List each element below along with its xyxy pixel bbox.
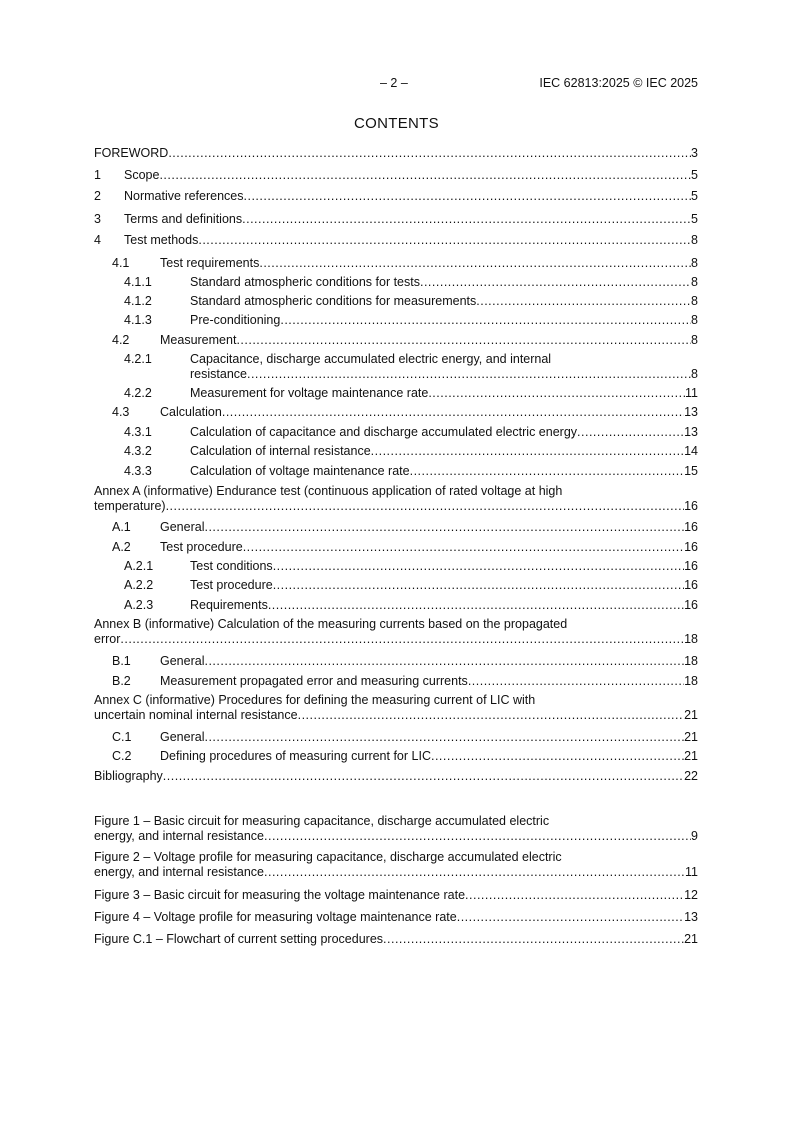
entry-page-number: 21 <box>684 730 698 744</box>
dot-leader <box>273 578 684 593</box>
toc-entry-number: B.1 <box>112 654 131 668</box>
entry-label: Bibliography <box>94 769 163 783</box>
entry-label: resistance <box>190 367 247 381</box>
entry-label: Defining procedures of measuring current for LIC <box>160 749 431 763</box>
entry-label-first-line: Annex B (informative) Calculation of the measuring currents based on the propagated <box>94 617 568 631</box>
entry-label-first-line: Figure 1 – Basic circuit for measuring capacitance, discharge accumulated electric <box>94 814 550 828</box>
entry-label: Standard atmospheric conditions for measurements <box>190 294 477 308</box>
toc-entry-number: 4.1 <box>112 256 130 270</box>
toc-entry-number: 4.2.2 <box>124 386 152 400</box>
entry-label: Calculation of voltage maintenance rate <box>190 464 410 478</box>
entry-label: General <box>160 654 205 668</box>
entry-page-number: 12 <box>684 888 698 902</box>
toc-entry-number: A.2.2 <box>124 578 154 592</box>
entry-label: uncertain nominal internal resistance <box>94 708 298 722</box>
entry-page-number: 5 <box>691 189 698 203</box>
entry-label-first-line: Figure 2 – Voltage profile for measuring capacitance, discharge accumulated electric <box>94 850 562 864</box>
toc-entry-number: 4.2.1 <box>124 352 152 366</box>
entry-page-number: 8 <box>691 294 698 308</box>
entry-page-number: 5 <box>691 212 698 226</box>
dot-leader <box>468 674 684 689</box>
entry-label: Measurement <box>160 333 237 347</box>
dot-leader <box>476 294 691 309</box>
entry-page-number: 5 <box>691 168 698 182</box>
toc-entry-number: 4.3.3 <box>124 464 152 478</box>
entry-page-number: 16 <box>684 499 698 513</box>
dot-leader <box>457 910 684 925</box>
toc-entry[interactable] <box>94 693 698 722</box>
dot-leader <box>428 386 685 401</box>
entry-page-number: 8 <box>691 367 698 381</box>
dot-leader <box>259 256 691 271</box>
entry-page-number: 3 <box>691 146 698 160</box>
entry-label: Calculation <box>160 405 222 419</box>
entry-page-number: 16 <box>684 598 698 612</box>
entry-page-number: 8 <box>691 333 698 347</box>
entry-label: Test procedure <box>160 540 243 554</box>
entry-page-number: 9 <box>691 829 698 843</box>
dot-leader <box>120 632 684 647</box>
toc-entry[interactable] <box>94 484 698 513</box>
entry-page-number: 15 <box>684 464 698 478</box>
dot-leader <box>273 559 684 574</box>
dot-leader <box>159 168 691 183</box>
toc-entry-number: 4.3.2 <box>124 444 152 458</box>
dot-leader <box>383 932 684 947</box>
entry-label: Scope <box>124 168 160 182</box>
dot-leader <box>264 865 685 880</box>
entry-label: Test conditions <box>190 559 273 573</box>
dot-leader <box>431 749 684 764</box>
page-number: – 2 – <box>380 76 408 90</box>
entry-label-first-line: Annex C (informative) Procedures for defining the measuring current of LIC with <box>94 693 536 707</box>
toc-entry[interactable] <box>94 617 698 646</box>
entry-label-first-line: Capacitance, discharge accumulated electric energy, and internal <box>190 352 552 366</box>
entry-label: Calculation of internal resistance <box>190 444 371 458</box>
dot-leader <box>577 425 684 440</box>
entry-page-number: 8 <box>691 313 698 327</box>
toc-entry-number: 1 <box>94 168 101 182</box>
entry-page-number: 13 <box>684 405 698 419</box>
dot-leader <box>236 333 691 348</box>
entry-label: General <box>160 730 205 744</box>
entry-label: energy, and internal resistance <box>94 865 265 879</box>
entry-label: FOREWORD <box>94 146 169 160</box>
dot-leader <box>198 233 691 248</box>
dot-leader <box>268 598 684 613</box>
dot-leader <box>244 189 692 204</box>
toc-entry-number: B.2 <box>112 674 131 688</box>
entry-label: error <box>94 632 121 646</box>
dot-leader <box>204 520 684 535</box>
entry-label: Figure C.1 – Flowchart of current setting procedures <box>94 932 384 946</box>
entry-label: Requirements <box>190 598 268 612</box>
entry-label: Standard atmospheric conditions for tests <box>190 275 420 289</box>
dot-leader <box>410 464 685 479</box>
toc-entry-number: A.2.1 <box>124 559 154 573</box>
entry-label: Measurement for voltage maintenance rate <box>190 386 429 400</box>
entry-page-number: 18 <box>684 654 698 668</box>
entry-page-number: 8 <box>691 275 698 289</box>
entry-page-number: 18 <box>684 674 698 688</box>
entry-page-number: 14 <box>684 444 698 458</box>
toc-entry[interactable] <box>94 352 698 381</box>
toc-entry-number: A.1 <box>112 520 131 534</box>
entry-page-number: 18 <box>684 632 698 646</box>
dot-leader <box>204 654 684 669</box>
dot-leader <box>247 367 691 382</box>
dot-leader <box>242 212 691 227</box>
entry-label: temperature) <box>94 499 166 513</box>
entry-page-number: 21 <box>684 749 698 763</box>
dot-leader <box>166 499 685 514</box>
dot-leader <box>264 829 691 844</box>
entry-label: Test procedure <box>190 578 273 592</box>
entry-label: Pre-conditioning <box>190 313 281 327</box>
entry-label: Figure 3 – Basic circuit for measuring the voltage maintenance rate <box>94 888 466 902</box>
entry-page-number: 16 <box>684 578 698 592</box>
figure-entry[interactable] <box>94 850 698 879</box>
dot-leader <box>280 313 691 328</box>
entry-label: Terms and definitions <box>124 212 243 226</box>
dot-leader <box>298 708 685 723</box>
entry-label: Normative references <box>124 189 244 203</box>
entry-page-number: 16 <box>684 520 698 534</box>
entry-page-number: 11 <box>685 865 698 879</box>
entry-label: Test methods <box>124 233 199 247</box>
toc-entry-number: 2 <box>94 189 101 203</box>
entry-label-first-line: Annex A (informative) Endurance test (continuous application of rated voltage at high <box>94 484 563 498</box>
toc-entry-number: C.1 <box>112 730 132 744</box>
toc-entry-number: A.2 <box>112 540 131 554</box>
toc-entry-number: 4 <box>94 233 101 247</box>
dot-leader <box>204 730 684 745</box>
dot-leader <box>420 275 691 290</box>
toc-entry-number: C.2 <box>112 749 132 763</box>
dot-leader <box>371 444 684 459</box>
entry-label: energy, and internal resistance <box>94 829 265 843</box>
toc-entry-number: 3 <box>94 212 101 226</box>
entry-page-number: 16 <box>684 540 698 554</box>
entry-page-number: 8 <box>691 256 698 270</box>
toc-entry-number: 4.2 <box>112 333 130 347</box>
dot-leader <box>465 888 684 903</box>
entry-label: Calculation of capacitance and discharge accumulated electric energy <box>190 425 578 439</box>
dot-leader <box>222 405 684 420</box>
figure-entry[interactable] <box>94 814 698 843</box>
toc-entry-number: 4.1.3 <box>124 313 152 327</box>
toc-entry-number: A.2.3 <box>124 598 154 612</box>
entry-label: Figure 4 – Voltage profile for measuring voltage maintenance rate <box>94 910 457 924</box>
page-title: CONTENTS <box>354 115 439 132</box>
document-reference: IEC 62813:2025 © IEC 2025 <box>539 76 698 90</box>
entry-page-number: 21 <box>684 708 698 722</box>
entry-label: Test requirements <box>160 256 260 270</box>
toc-entry-number: 4.1.1 <box>124 275 152 289</box>
dot-leader <box>243 540 684 555</box>
toc-entry-number: 4.3 <box>112 405 130 419</box>
toc-entry-number: 4.3.1 <box>124 425 152 439</box>
entry-page-number: 11 <box>685 386 698 400</box>
entry-page-number: 8 <box>691 233 698 247</box>
entry-label: General <box>160 520 205 534</box>
entry-label: Measurement propagated error and measuring currents <box>160 674 468 688</box>
entry-page-number: 22 <box>684 769 698 783</box>
entry-page-number: 13 <box>684 910 698 924</box>
toc-entry-number: 4.1.2 <box>124 294 152 308</box>
entry-page-number: 21 <box>684 932 698 946</box>
dot-leader <box>168 146 691 161</box>
entry-page-number: 16 <box>684 559 698 573</box>
entry-page-number: 13 <box>684 425 698 439</box>
dot-leader <box>163 769 684 784</box>
